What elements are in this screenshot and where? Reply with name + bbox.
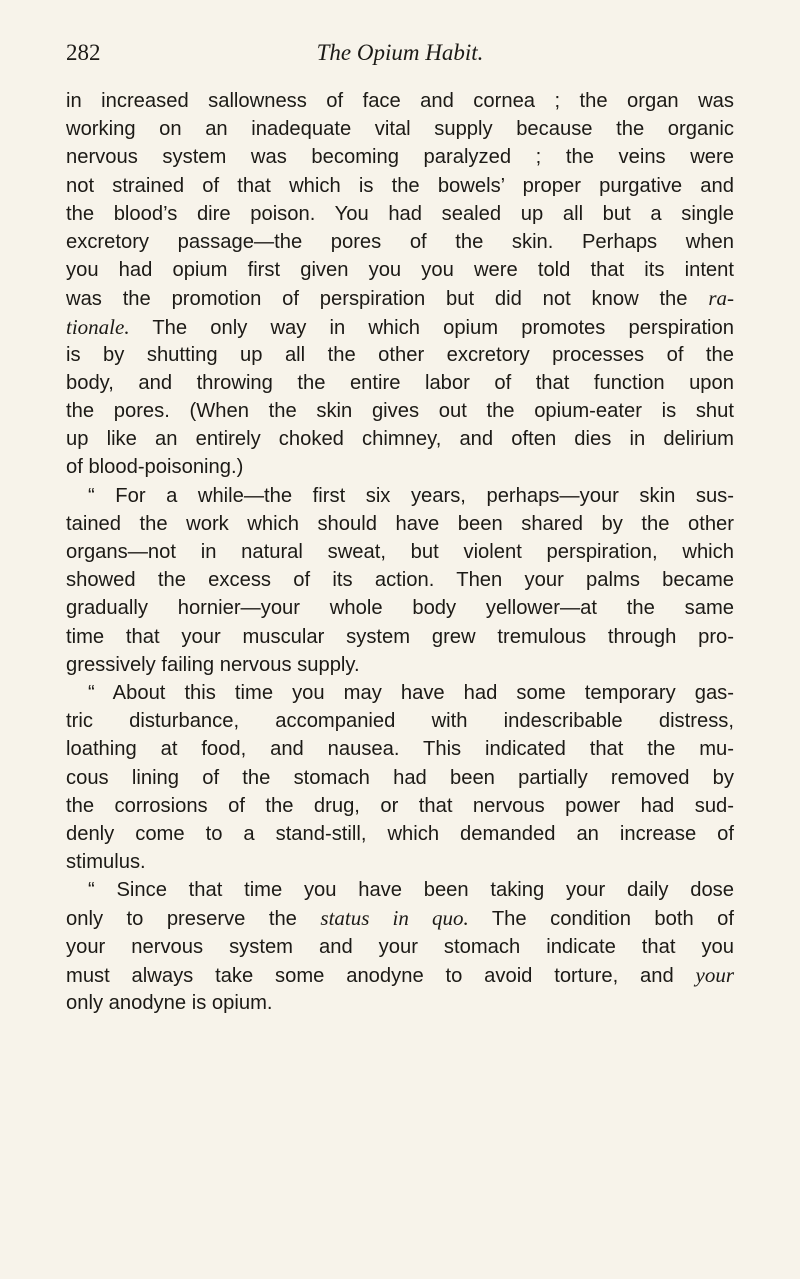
text-line: only to preserve the status in quo. The condition both of bbox=[66, 906, 734, 931]
text-line: excretory passage—the pores of the skin. Perhaps when bbox=[66, 230, 734, 253]
text-line: cous lining of the stomach had been partially removed by bbox=[66, 766, 734, 789]
text-line: of blood-poisoning.) bbox=[66, 456, 244, 479]
text-line: must always take some anodyne to avoid torture, and your bbox=[66, 962, 734, 987]
text-line: organs—not in natural sweat, but violent perspiration, which bbox=[66, 541, 734, 563]
body-text bbox=[66, 87, 734, 1017]
text-line: is by shutting up all the other excretory processes of the bbox=[66, 343, 734, 366]
text-line: only anodyne is opium. bbox=[66, 992, 273, 1014]
text-line: tric disturbance, accompanied with indescribable distress, bbox=[66, 710, 734, 733]
text-line: time that your muscular system grew tremulous through pro- bbox=[66, 625, 734, 648]
italic-text: status in quo. bbox=[320, 906, 469, 931]
text-line: nervous system was becoming paralyzed ; the veins were bbox=[66, 146, 734, 169]
text-line: body, and throwing the entire labor of that function upon bbox=[66, 371, 734, 394]
text-line: working on an inadequate vital supply because the organic bbox=[66, 118, 734, 141]
text-line: gradually hornier—your whole body yellower—at the same bbox=[66, 597, 734, 620]
text-line: showed the excess of its action. Then your palms became bbox=[66, 569, 734, 592]
text-line: tained the work which should have been shared by the other bbox=[66, 512, 734, 535]
text-line: the corrosions of the drug, or that nervous power had sud- bbox=[66, 794, 734, 817]
text-line: not strained of that which is the bowels’ proper purgative and bbox=[66, 174, 734, 197]
text-line: loathing at food, and nausea. This indicated that the mu- bbox=[66, 738, 734, 761]
page-header bbox=[66, 40, 734, 74]
running-title: The Opium Habit. bbox=[316, 40, 484, 65]
text-line: “ About this time you may have had some temporary gas- bbox=[88, 681, 734, 704]
text-line: the blood’s dire poison. You had sealed up all but a single bbox=[66, 202, 734, 225]
text-line: was the promotion of perspiration but did not know the ra- bbox=[66, 286, 734, 311]
text-line: the pores. (When the skin gives out the opium-eater is shut bbox=[66, 400, 734, 423]
italic-text: ra- bbox=[708, 286, 734, 311]
text-line: “ Since that time you have been taking your daily dose bbox=[88, 879, 734, 902]
text-line: tionale. The only way in which opium promotes perspiration bbox=[66, 314, 734, 339]
text-line: gressively failing nervous supply. bbox=[66, 653, 360, 676]
text-line: stimulus. bbox=[66, 851, 146, 874]
text-line: in increased sallowness of face and cornea ; the organ was bbox=[66, 90, 734, 112]
text-line: you had opium first given you you were told that its intent bbox=[66, 259, 734, 282]
italic-text: your bbox=[695, 962, 734, 987]
page-number: 282 bbox=[66, 40, 101, 65]
text-line: denly come to a stand-still, which demanded an increase of bbox=[66, 822, 734, 845]
italic-text: tionale. bbox=[66, 314, 130, 339]
text-line: your nervous system and your stomach indicate that you bbox=[66, 935, 734, 958]
text-line: “ For a while—the first six years, perhaps—your skin sus- bbox=[88, 484, 734, 507]
text-line: up like an entirely choked chimney, and often dies in delirium bbox=[66, 428, 734, 451]
